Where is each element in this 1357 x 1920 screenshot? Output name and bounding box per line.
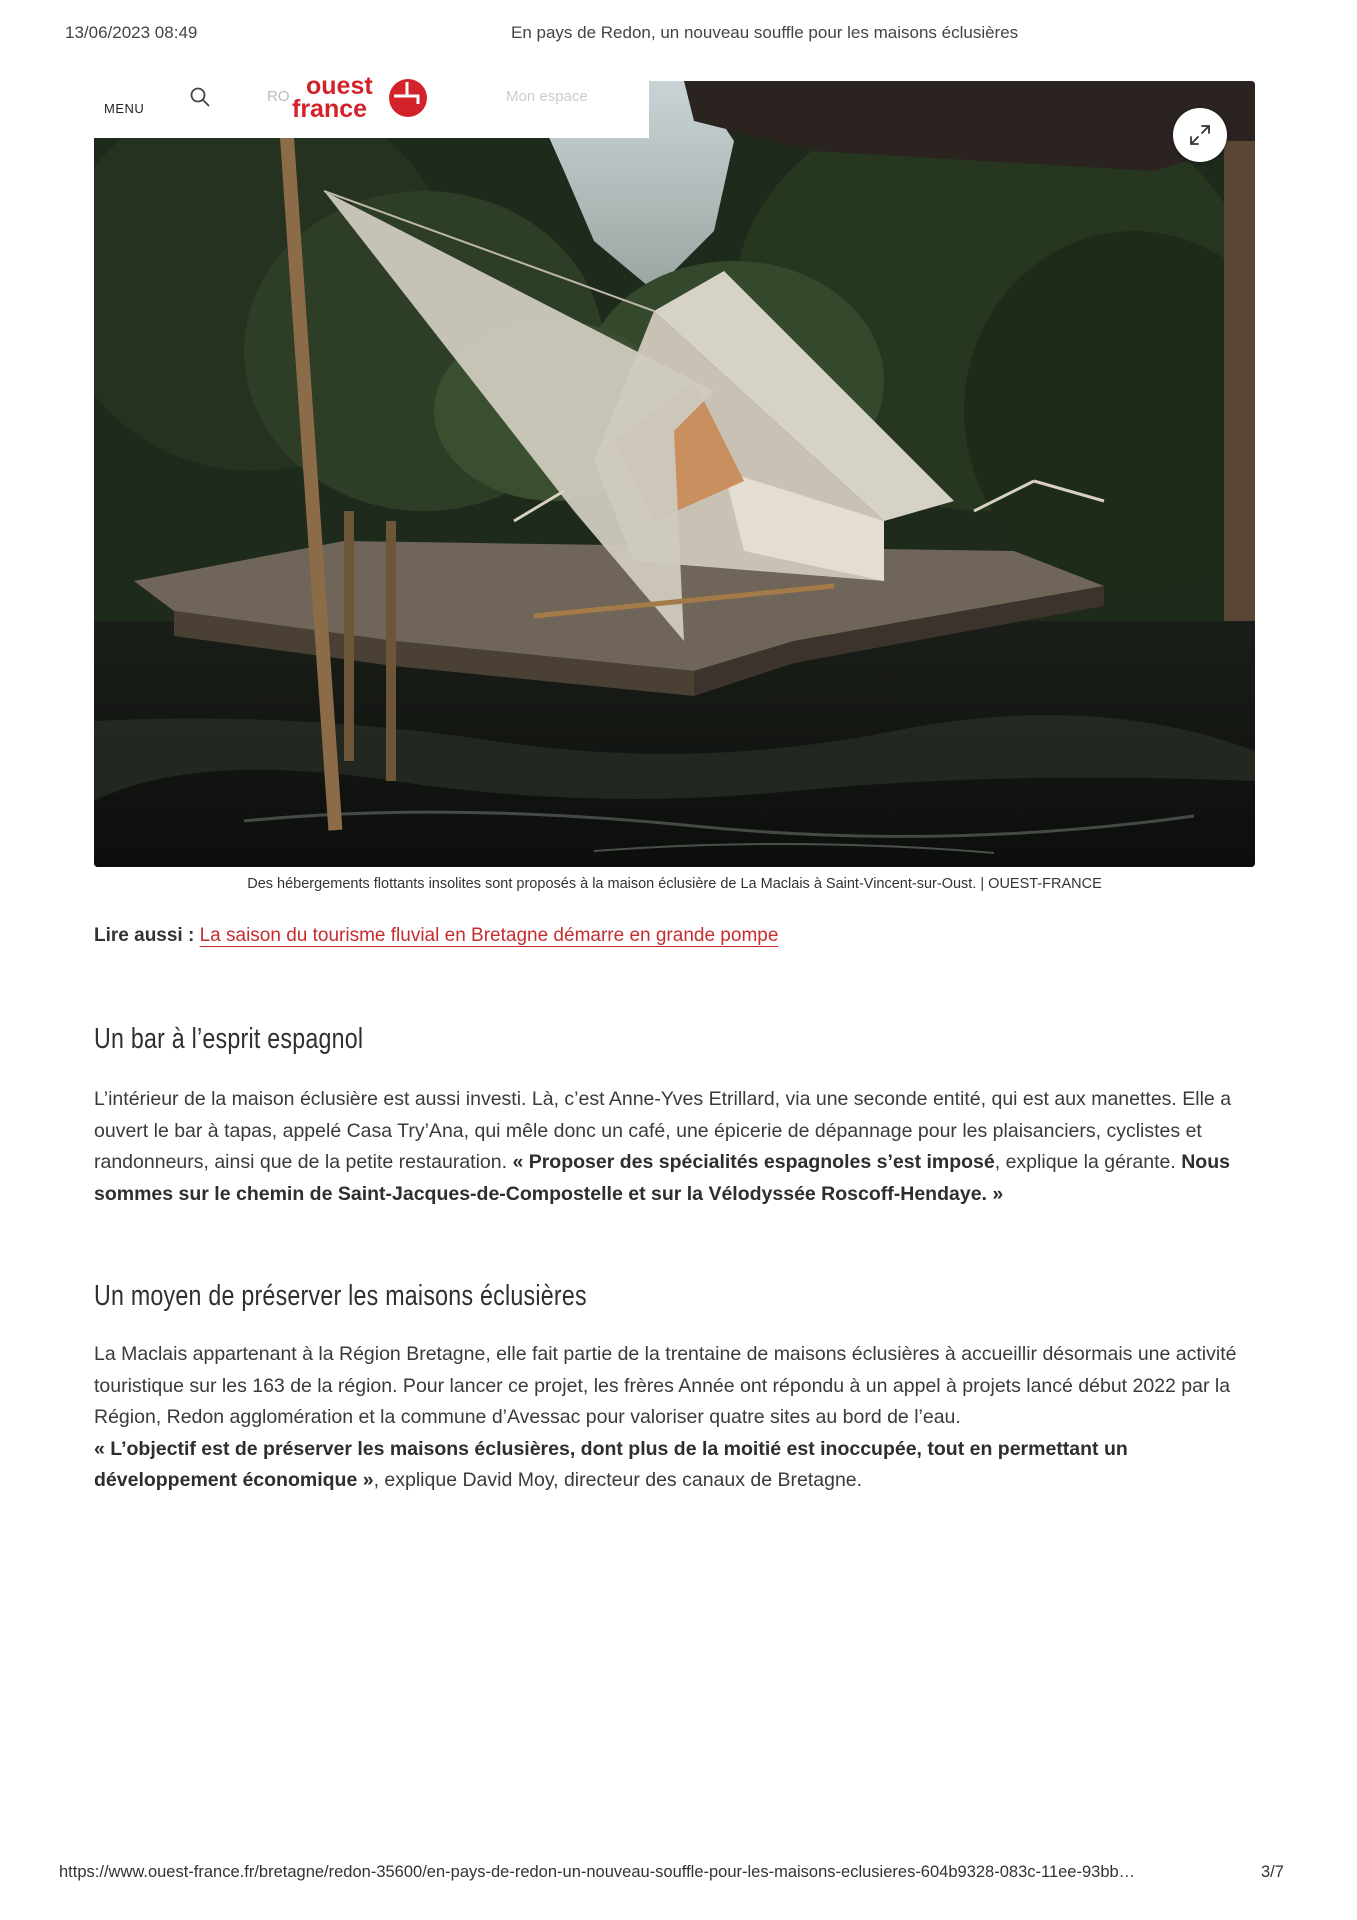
print-page-title: En pays de Redon, un nouveau souffle pour les maisons éclusières: [511, 23, 1019, 42]
read-also-link[interactable]: La saison du tourisme fluvial en Bretagne démarre en grande pompe: [199, 925, 779, 946]
read-also-label: Lire aussi :: [94, 925, 195, 946]
floating-tent-raft-image: [94, 81, 1255, 867]
print-page-number: 3/7: [1261, 1863, 1284, 1881]
faded-nav-text: RO: [267, 88, 290, 105]
my-account-link[interactable]: Mon espace: [506, 88, 588, 105]
paragraph-text: L’intérieur de la maison éclusière est aussi investi. Là, c’est Anne-Yves Etrillard, via une seconde entité, qui est aux manettes. Elle a ouvert le bar à tapas, appelé Casa Try’Ana, qui mêle donc un café, une épicerie de dépannage pour les plaisanciers, cyclistes et randonneurs, ainsi que de la petite restauration.: [94, 1088, 1232, 1173]
logo-line-1: ouest: [306, 74, 373, 100]
quote-bold: « L’objectif est de préserver les maisons éclusières, dont plus de la moitié est inoccupée, tout en permettant un développement économique »: [94, 1437, 1128, 1491]
expand-image-button[interactable]: [1173, 108, 1227, 162]
section-heading: Un moyen de préserver les maisons éclusières: [94, 1280, 587, 1312]
article-photo: [94, 81, 1255, 867]
logo-line-2: france: [292, 95, 368, 120]
photo-caption: Des hébergements flottants insolites sont proposés à la maison éclusière de La Maclais à Saint-Vincent-sur-Oust. | OUEST-FRANCE: [247, 876, 1102, 892]
quote-bold: Nous sommes sur le chemin de Saint-Jacques-de-Compostelle et sur la Vélodyssée Roscoff-Hendaye. »: [94, 1151, 1230, 1205]
print-footer-url: https://www.ouest-france.fr/bretagne/redon-35600/en-pays-de-redon-un-nouveau-souffle-pour-les-maisons-eclusieres-604b9328-083c-11ee-93bb…: [59, 1863, 1136, 1881]
paragraph-text: , explique la gérante.: [994, 1151, 1182, 1173]
paragraph: [94, 1339, 1264, 1497]
paragraph-text: , explique David Moy, directeur des canaux de Bretagne.: [373, 1469, 863, 1491]
read-also: [94, 925, 778, 947]
print-datetime: 13/06/2023 08:49: [65, 23, 198, 42]
expand-icon: [1188, 123, 1212, 147]
quote-bold: « Proposer des spécialités espagnoles s’est imposé: [512, 1151, 995, 1173]
ouest-france-logo[interactable]: [290, 74, 430, 120]
section-heading: Un bar à l’esprit espagnol: [94, 1023, 364, 1055]
menu-button[interactable]: MENU: [104, 101, 145, 116]
paragraph-text: La Maclais appartenant à la Région Bretagne, elle fait partie de la trentaine de maisons éclusières à accueillir désormais une activité touristique sur les 163 de la région. Pour lancer ce projet, les frères Année ont répondu à un appel à projets lancé début 2022 par la Région, Redon agglomération et la commune d’Avessac pour valoriser quatre sites au bord de l’eau.: [94, 1343, 1237, 1428]
search-icon[interactable]: [189, 86, 211, 108]
paragraph: [94, 1084, 1264, 1210]
